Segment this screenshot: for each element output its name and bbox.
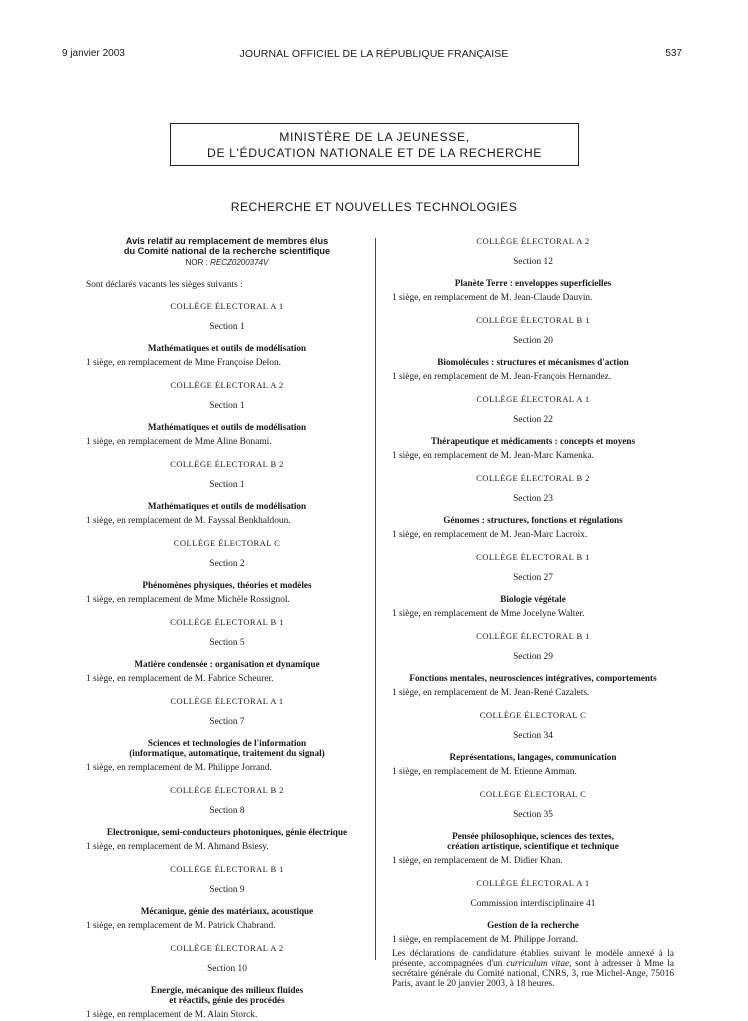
seat-replacement: 1 siège, en remplacement de Mme Françoise Delon. [86, 358, 281, 368]
vacancy-entry [86, 301, 368, 369]
left-entry-list [86, 301, 368, 1021]
section-number: Section 1 [209, 322, 245, 332]
electoral-college: COLLÈGE ÉLECTORAL A 2 [170, 943, 284, 953]
discipline-title [392, 831, 674, 851]
vacancy-entry [392, 473, 674, 541]
seat-replacement: 1 siège, en remplacement de M. Fayssal Benkhaldoun. [86, 516, 291, 526]
discipline-line: Pensée philosophique, sciences des textes, [452, 831, 614, 841]
discipline-title [392, 515, 674, 525]
discipline-line: Phénomènes physiques, théories et modèles [142, 580, 312, 590]
section-heading: RECHERCHE ET NOUVELLES TECHNOLOGIES [230, 200, 518, 214]
electoral-college: COLLÈGE ÉLECTORAL B 1 [170, 617, 284, 627]
discipline-title [86, 906, 368, 916]
vacancy-entry [86, 785, 368, 853]
electoral-college: COLLÈGE ÉLECTORAL B 2 [476, 473, 590, 483]
electoral-college: COLLÈGE ÉLECTORAL A 1 [170, 696, 284, 706]
electoral-college: COLLÈGE ÉLECTORAL B 2 [170, 459, 284, 469]
nor-label: NOR : [185, 258, 208, 267]
seat-replacement: 1 siège, en remplacement de Mme Jocelyne Walter. [392, 609, 585, 619]
column-divider [375, 238, 376, 960]
seat-replacement: 1 siège, en remplacement de M. Jean-Claude Dauvin. [392, 293, 593, 303]
section-number: Section 9 [209, 885, 245, 895]
seat-replacement: 1 siège, en remplacement de M. Philippe Jorrand. [392, 935, 578, 945]
discipline-line: Planète Terre : enveloppes superficielles [454, 278, 612, 288]
section-number: Section 1 [209, 401, 245, 411]
vacancy-entry [392, 552, 674, 620]
discipline-line: Biomolécules : structures et mécanismes d'action [437, 357, 629, 367]
notice-intro: Sont déclarés vacants les sièges suivants : [86, 280, 243, 290]
vacancy-entry [392, 878, 674, 946]
electoral-college: COLLÈGE ÉLECTORAL B 1 [170, 864, 284, 874]
seat-replacement: 1 siège, en remplacement de Mme Michèle Rossignol. [86, 595, 290, 605]
section-number: Section 34 [513, 731, 553, 741]
closing-italic: curriculum vitae [506, 959, 570, 969]
electoral-college: COLLÈGE ÉLECTORAL A 1 [476, 878, 590, 888]
seat-replacement: 1 siège, en remplacement de M. Philippe Jorrand. [86, 763, 272, 773]
section-number: Section 12 [513, 257, 553, 267]
discipline-title [392, 278, 674, 288]
vacancy-entry [86, 380, 368, 448]
electoral-college: COLLÈGE ÉLECTORAL B 1 [476, 552, 590, 562]
vacancy-entry [86, 459, 368, 527]
discipline-title [392, 920, 674, 930]
section-number: Section 20 [513, 336, 553, 346]
electoral-college: COLLÈGE ÉLECTORAL A 2 [476, 236, 590, 246]
section-number: Section 1 [209, 480, 245, 490]
seat-replacement: 1 siège, en remplacement de M. Etienne Amman. [392, 767, 577, 777]
left-column [86, 236, 368, 1021]
seat-replacement: 1 siège, en remplacement de M. Jean-Marc Lacroix. [392, 530, 588, 540]
right-column [392, 236, 674, 989]
section-number: Section 2 [209, 559, 245, 569]
vacancy-entry [86, 617, 368, 685]
discipline-title [86, 738, 368, 758]
notice-title [86, 236, 368, 256]
discipline-line: Mathématiques et outils de modélisation [147, 422, 307, 432]
ministry-line-1: MINISTÈRE DE LA JEUNESSE, [279, 130, 470, 144]
vacancy-entry [392, 631, 674, 699]
closing-paragraph [392, 949, 674, 989]
section-number: Section 10 [207, 964, 247, 974]
discipline-title [392, 436, 674, 446]
discipline-line: Thérapeutique et médicaments : concepts et moyens [430, 436, 636, 446]
ministry-box [170, 123, 579, 166]
discipline-line: Energie, mécanique des milieux fluides [150, 985, 304, 995]
discipline-line: Génomes : structures, fonctions et régulations [443, 515, 623, 525]
vacancy-entry [392, 315, 674, 383]
seat-replacement: 1 siège, en remplacement de M. Alain Storck. [86, 1010, 258, 1020]
discipline-line: Mathématiques et outils de modélisation [147, 343, 307, 353]
discipline-title [86, 422, 368, 432]
section-number: Section 35 [513, 810, 553, 820]
nor-code: RECZ0200374V [210, 258, 269, 267]
electoral-college: COLLÈGE ÉLECTORAL B 1 [476, 631, 590, 641]
discipline-line: Mécanique, génie des matériaux, acoustique [140, 906, 314, 916]
section-number: Section 29 [513, 652, 553, 662]
discipline-line: Sciences et technologies de l'information [147, 738, 307, 748]
seat-replacement: 1 siège, en remplacement de M. Fabrice Scheurer. [86, 674, 274, 684]
discipline-line: création artistique, scientifique et technique [447, 841, 619, 851]
discipline-title [392, 673, 674, 683]
seat-replacement: 1 siège, en remplacement de M. Didier Khan. [392, 856, 563, 866]
section-number: Section 27 [513, 573, 553, 583]
discipline-title [86, 580, 368, 590]
discipline-line: et réactifs, génie des procédés [169, 995, 285, 1005]
seat-replacement: 1 siège, en remplacement de Mme Aline Bonami. [86, 437, 272, 447]
discipline-line: Electronique, semi-conducteurs photoniques, génie électrique [106, 827, 348, 837]
vacancy-entry [86, 696, 368, 774]
seat-replacement: 1 siège, en remplacement de M. Jean-François Hernandez. [392, 372, 612, 382]
discipline-line: (informatique, automatique, traitement du signal) [129, 748, 325, 758]
discipline-line: Fonctions mentales, neurosciences intégratives, comportements [409, 673, 657, 683]
discipline-line: Matière condensée : organisation et dynamique [134, 659, 320, 669]
section-number: Section 23 [513, 494, 553, 504]
electoral-college: COLLÈGE ÉLECTORAL C [479, 789, 587, 799]
section-number: Section 7 [209, 717, 245, 727]
electoral-college: COLLÈGE ÉLECTORAL A 1 [170, 301, 284, 311]
vacancy-entry [86, 864, 368, 932]
electoral-college: COLLÈGE ÉLECTORAL C [479, 710, 587, 720]
vacancy-entry [392, 394, 674, 462]
closing-text-2: , sont à adresser à Mme la secrétaire générale du Comité national, CNRS, 3, rue Michel-Ange, 75016 Paris, avant le 20 janvier 2003, à 18 heures. [392, 959, 674, 989]
ministry-line-2: DE L'ÉDUCATION NATIONALE ET DE LA RECHERCHE [207, 146, 542, 160]
electoral-college: COLLÈGE ÉLECTORAL C [173, 538, 281, 548]
section-number: Section 8 [209, 806, 245, 816]
page-number: 537 [665, 48, 682, 59]
section-number: Section 5 [209, 638, 245, 648]
right-entry-list [392, 236, 674, 946]
seat-replacement: 1 siège, en remplacement de M. Jean-René Cazalets. [392, 688, 590, 698]
electoral-college: COLLÈGE ÉLECTORAL B 1 [476, 315, 590, 325]
seat-replacement: 1 siège, en remplacement de M. Ahmand Bsiesy. [86, 842, 269, 852]
discipline-title [86, 827, 368, 837]
seat-replacement: 1 siège, en remplacement de M. Patrick Chabrand. [86, 921, 276, 931]
discipline-title [86, 659, 368, 669]
discipline-line: Représentations, langages, communication [449, 752, 617, 762]
notice-title-line-1: Avis relatif au remplacement de membres élus [125, 236, 329, 246]
vacancy-entry [86, 943, 368, 1021]
discipline-title [392, 594, 674, 604]
electoral-college: COLLÈGE ÉLECTORAL B 2 [170, 785, 284, 795]
vacancy-entry [86, 538, 368, 606]
vacancy-entry [392, 236, 674, 304]
electoral-college: COLLÈGE ÉLECTORAL A 1 [476, 394, 590, 404]
discipline-title [86, 985, 368, 1005]
seat-replacement: 1 siège, en remplacement de M. Jean-Marc Kamenka. [392, 451, 594, 461]
section-number: Section 22 [513, 415, 553, 425]
electoral-college: COLLÈGE ÉLECTORAL A 2 [170, 380, 284, 390]
nor-reference [86, 258, 368, 268]
discipline-title [86, 501, 368, 511]
vacancy-entry [392, 789, 674, 867]
closing-text-1: Les déclarations de candidature établies suivant le modèle annexé à la présente, accompagnées d'un [392, 949, 674, 969]
discipline-title [86, 343, 368, 353]
header-date: 9 janvier 2003 [62, 48, 125, 59]
journal-title: JOURNAL OFFICIEL DE LA RÉPUBLIQUE FRANÇAISE [239, 48, 509, 60]
notice-title-line-2: du Comité national de la recherche scientifique [123, 246, 331, 256]
discipline-line: Mathématiques et outils de modélisation [147, 501, 307, 511]
discipline-title [392, 357, 674, 367]
discipline-title [392, 752, 674, 762]
section-number: Commission interdisciplinaire 41 [470, 899, 596, 909]
vacancy-entry [392, 710, 674, 778]
discipline-line: Gestion de la recherche [487, 920, 579, 930]
discipline-line: Biologie végétale [500, 594, 566, 604]
